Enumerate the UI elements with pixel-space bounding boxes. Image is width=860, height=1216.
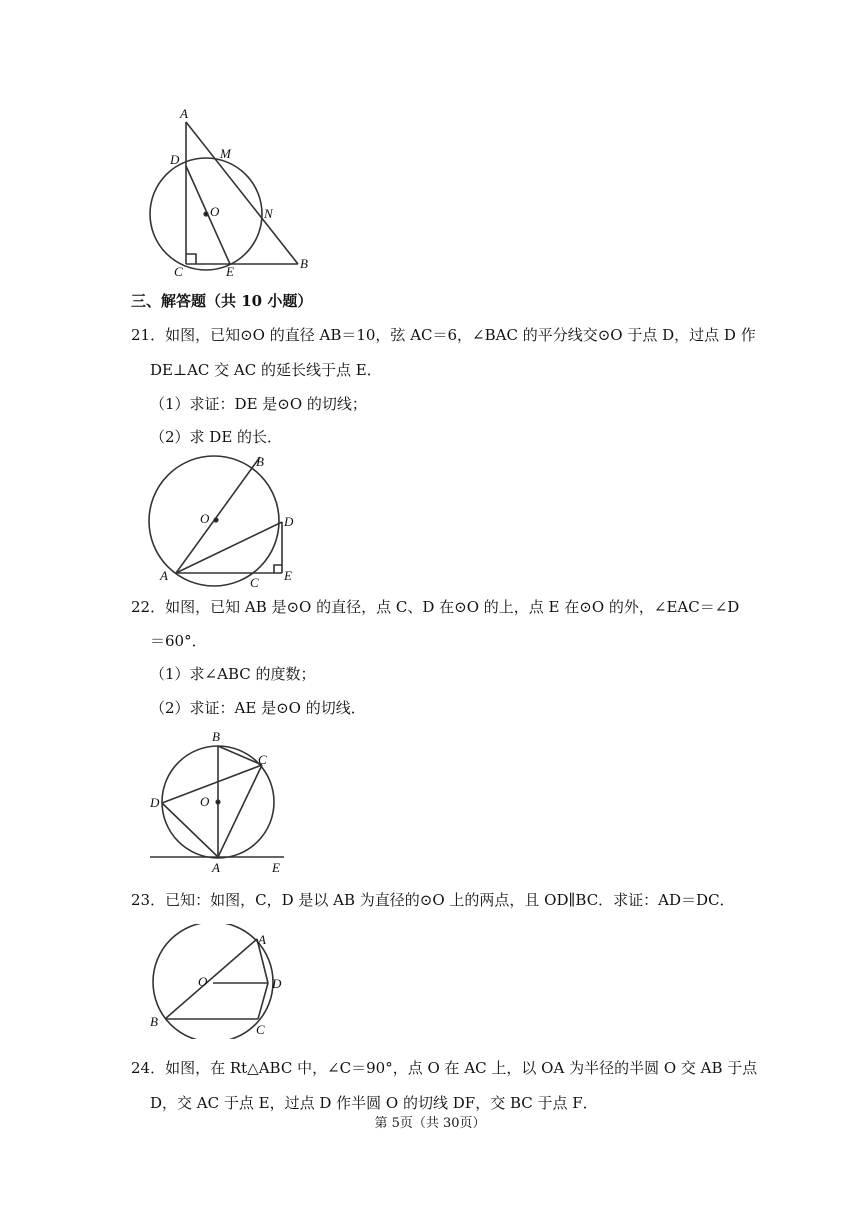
label-d: D xyxy=(150,795,160,810)
label-c: C xyxy=(256,1022,265,1037)
q21-line1: 21．如图，已知⊙O 的直径 AB＝10，弦 AC＝6，∠BAC 的平分线交⊙O 于点 D，过点 D 作 xyxy=(131,326,756,344)
q23-line1: 23．已知：如图，C，D 是以 AB 为直径的⊙O 上的两点，且 OD∥BC．求证：AD＝DC． xyxy=(131,891,735,909)
q24-line1: 24．如图，在 Rt△ABC 中，∠C＝90°，点 O 在 AC 上，以 OA 为半径的半圆 O 交 AB 于点 xyxy=(131,1059,758,1077)
label-a: A xyxy=(258,932,266,947)
line-ab xyxy=(186,122,298,264)
q21-part2: （2）求 DE 的长． xyxy=(150,428,283,446)
line-bc xyxy=(218,746,262,765)
label-o: O xyxy=(200,794,210,809)
line-ab xyxy=(176,457,260,573)
line-ab xyxy=(165,939,257,1019)
label-c: C xyxy=(258,752,267,767)
label-o: O xyxy=(210,204,220,219)
label-e: E xyxy=(272,860,280,875)
label-o: O xyxy=(198,974,208,989)
page-footer: 第 5页（共 30页） xyxy=(374,1116,486,1131)
label-n: N xyxy=(264,206,273,221)
figure-q20 xyxy=(140,100,340,280)
figure-q22 xyxy=(140,728,300,878)
line-dc xyxy=(258,983,268,1019)
center-dot xyxy=(214,518,218,522)
q22-part1: （1）求∠ABC 的度数； xyxy=(150,665,316,683)
label-e: E xyxy=(284,568,292,583)
label-c: C xyxy=(174,264,183,279)
q21-part1: （1）求证：DE 是⊙O 的切线； xyxy=(150,395,367,413)
label-d: D xyxy=(284,514,294,529)
q22-part2: （2）求证：AE 是⊙O 的切线． xyxy=(150,699,366,717)
section-title: 三、解答题（共 10 小题） xyxy=(131,292,313,310)
label-b: B xyxy=(212,729,220,744)
figure-q23 xyxy=(140,924,300,1039)
center-dot xyxy=(216,800,220,804)
label-b: B xyxy=(256,454,264,469)
label-o: O xyxy=(200,511,210,526)
label-a: A xyxy=(212,860,220,875)
label-c: C xyxy=(250,575,259,590)
center-dot xyxy=(204,212,208,216)
label-d: D xyxy=(170,152,180,167)
label-m: M xyxy=(220,146,231,161)
q22-line1: 22．如图，已知 AB 是⊙O 的直径，点 C、D 在⊙O 的上，点 E 在⊙O 的外，∠EAC＝∠D xyxy=(131,598,740,616)
label-e: E xyxy=(226,264,234,279)
label-d: D xyxy=(272,976,282,991)
label-b: B xyxy=(150,1014,158,1029)
right-angle-mark xyxy=(274,565,282,573)
figure-q21 xyxy=(140,450,320,590)
label-b: B xyxy=(300,256,308,271)
q24-line2: D，交 AC 于点 E，过点 D 作半圆 O 的切线 DF，交 BC 于点 F． xyxy=(150,1094,598,1112)
right-angle-mark xyxy=(186,254,196,264)
q21-line2: DE⊥AC 交 AC 的延长线于点 E． xyxy=(150,361,382,379)
line-ad xyxy=(176,522,282,573)
label-a: A xyxy=(160,568,168,583)
q22-line2: ＝60°． xyxy=(150,632,207,650)
label-a: A xyxy=(180,106,188,121)
